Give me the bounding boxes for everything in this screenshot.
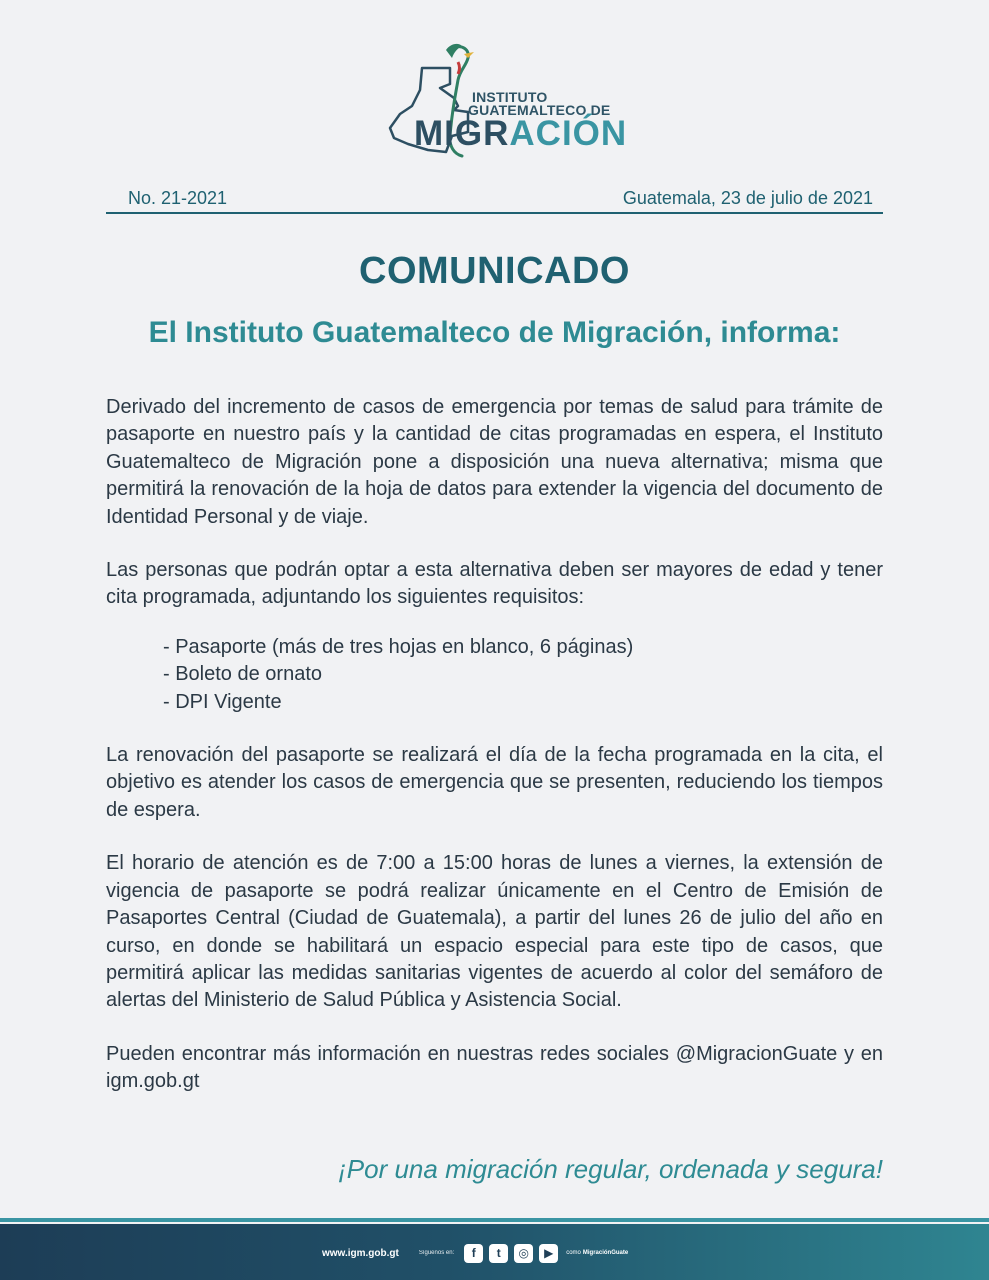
footer-contents — [322, 1242, 628, 1264]
paragraph-1: Derivado del incremento de casos de emergencia por temas de salud para trámite de pasaporte en nuestro país y la cantidad de citas programadas en espera, el Instituto Guatemalteco de Migración pone a disposición una nueva alternativa; misma que permitirá la renovación de la hoja de datos para extender la vigencia del documento de Identidad Personal y de viaje. — [106, 396, 883, 528]
paragraph-5: Pueden encontrar más información en nuestras redes sociales @MigracionGuate y en igm.gob.gt — [106, 1042, 883, 1093]
logo-main-word — [414, 116, 627, 152]
paragraph-2: Las personas que podrán optar a esta alternativa deben ser mayores de edad y tener cita programada, adjuntando los siguientes requisitos: — [106, 559, 883, 609]
document-date: Guatemala, 23 de julio de 2021 — [622, 188, 873, 208]
twitter-icon[interactable]: t — [489, 1244, 508, 1263]
logo-main-part2: ACIÓN — [509, 114, 628, 153]
requirement-item: - Boleto de ornato — [163, 663, 322, 686]
logo-main-part1: MIGR — [414, 114, 510, 153]
footer-bar — [0, 1224, 989, 1280]
logo-line-2: GUATEMALTECO DE — [468, 102, 611, 118]
document-number: No. 21-2021 — [128, 188, 228, 208]
handle-prefix: como — [566, 1250, 581, 1256]
social-handle[interactable]: MigraciónGuate — [582, 1250, 629, 1256]
youtube-icon[interactable]: ▶ — [539, 1244, 558, 1263]
instagram-icon[interactable]: ◎ — [514, 1244, 533, 1263]
website-link[interactable]: www.igm.gob.gt — [322, 1247, 399, 1259]
body-text — [106, 394, 883, 1122]
paragraph-3: La renovación del pasaporte se realizará el día de la fecha programada en la cita, el objetivo es atender los casos de emergencia que se presenten, reduciendo los tiempos de espera. — [106, 744, 883, 821]
requirements-list — [106, 634, 883, 716]
requirement-item: - Pasaporte (más de tres hojas en blanco, 6 páginas) — [163, 635, 634, 658]
logo-line-1: INSTITUTO — [472, 89, 548, 105]
paragraph-4: El horario de atención es de 7:00 a 15:00 horas de lunes a viernes, la extensión de vigencia de pasaporte se podrá realizar únicamente en el Centro de Emisión de Pasaportes Central (Ciudad de Guatemala), a partir del lunes 26 de julio del año en curso, en donde se habilitará un espacio especial para este tipo de casos, que permitirá aplicar las medidas sanitarias vigentes de acuerdo al color del semáforo de alertas del Ministerio de Salud Pública y Asistencia Social. — [106, 852, 883, 1012]
reference-row — [106, 186, 883, 214]
footer-divider — [0, 1218, 989, 1222]
igm-logo — [388, 40, 628, 160]
slogan: ¡Por una migración regular, ordenada y segura! — [338, 1154, 883, 1184]
follow-label: Síguenos en: — [418, 1250, 455, 1256]
page-subtitle: El Instituto Guatemalteco de Migración, informa: — [148, 316, 841, 349]
facebook-icon[interactable]: f — [464, 1244, 483, 1263]
requirement-item: - DPI Vigente — [163, 690, 282, 713]
page-title: COMUNICADO — [359, 250, 630, 292]
